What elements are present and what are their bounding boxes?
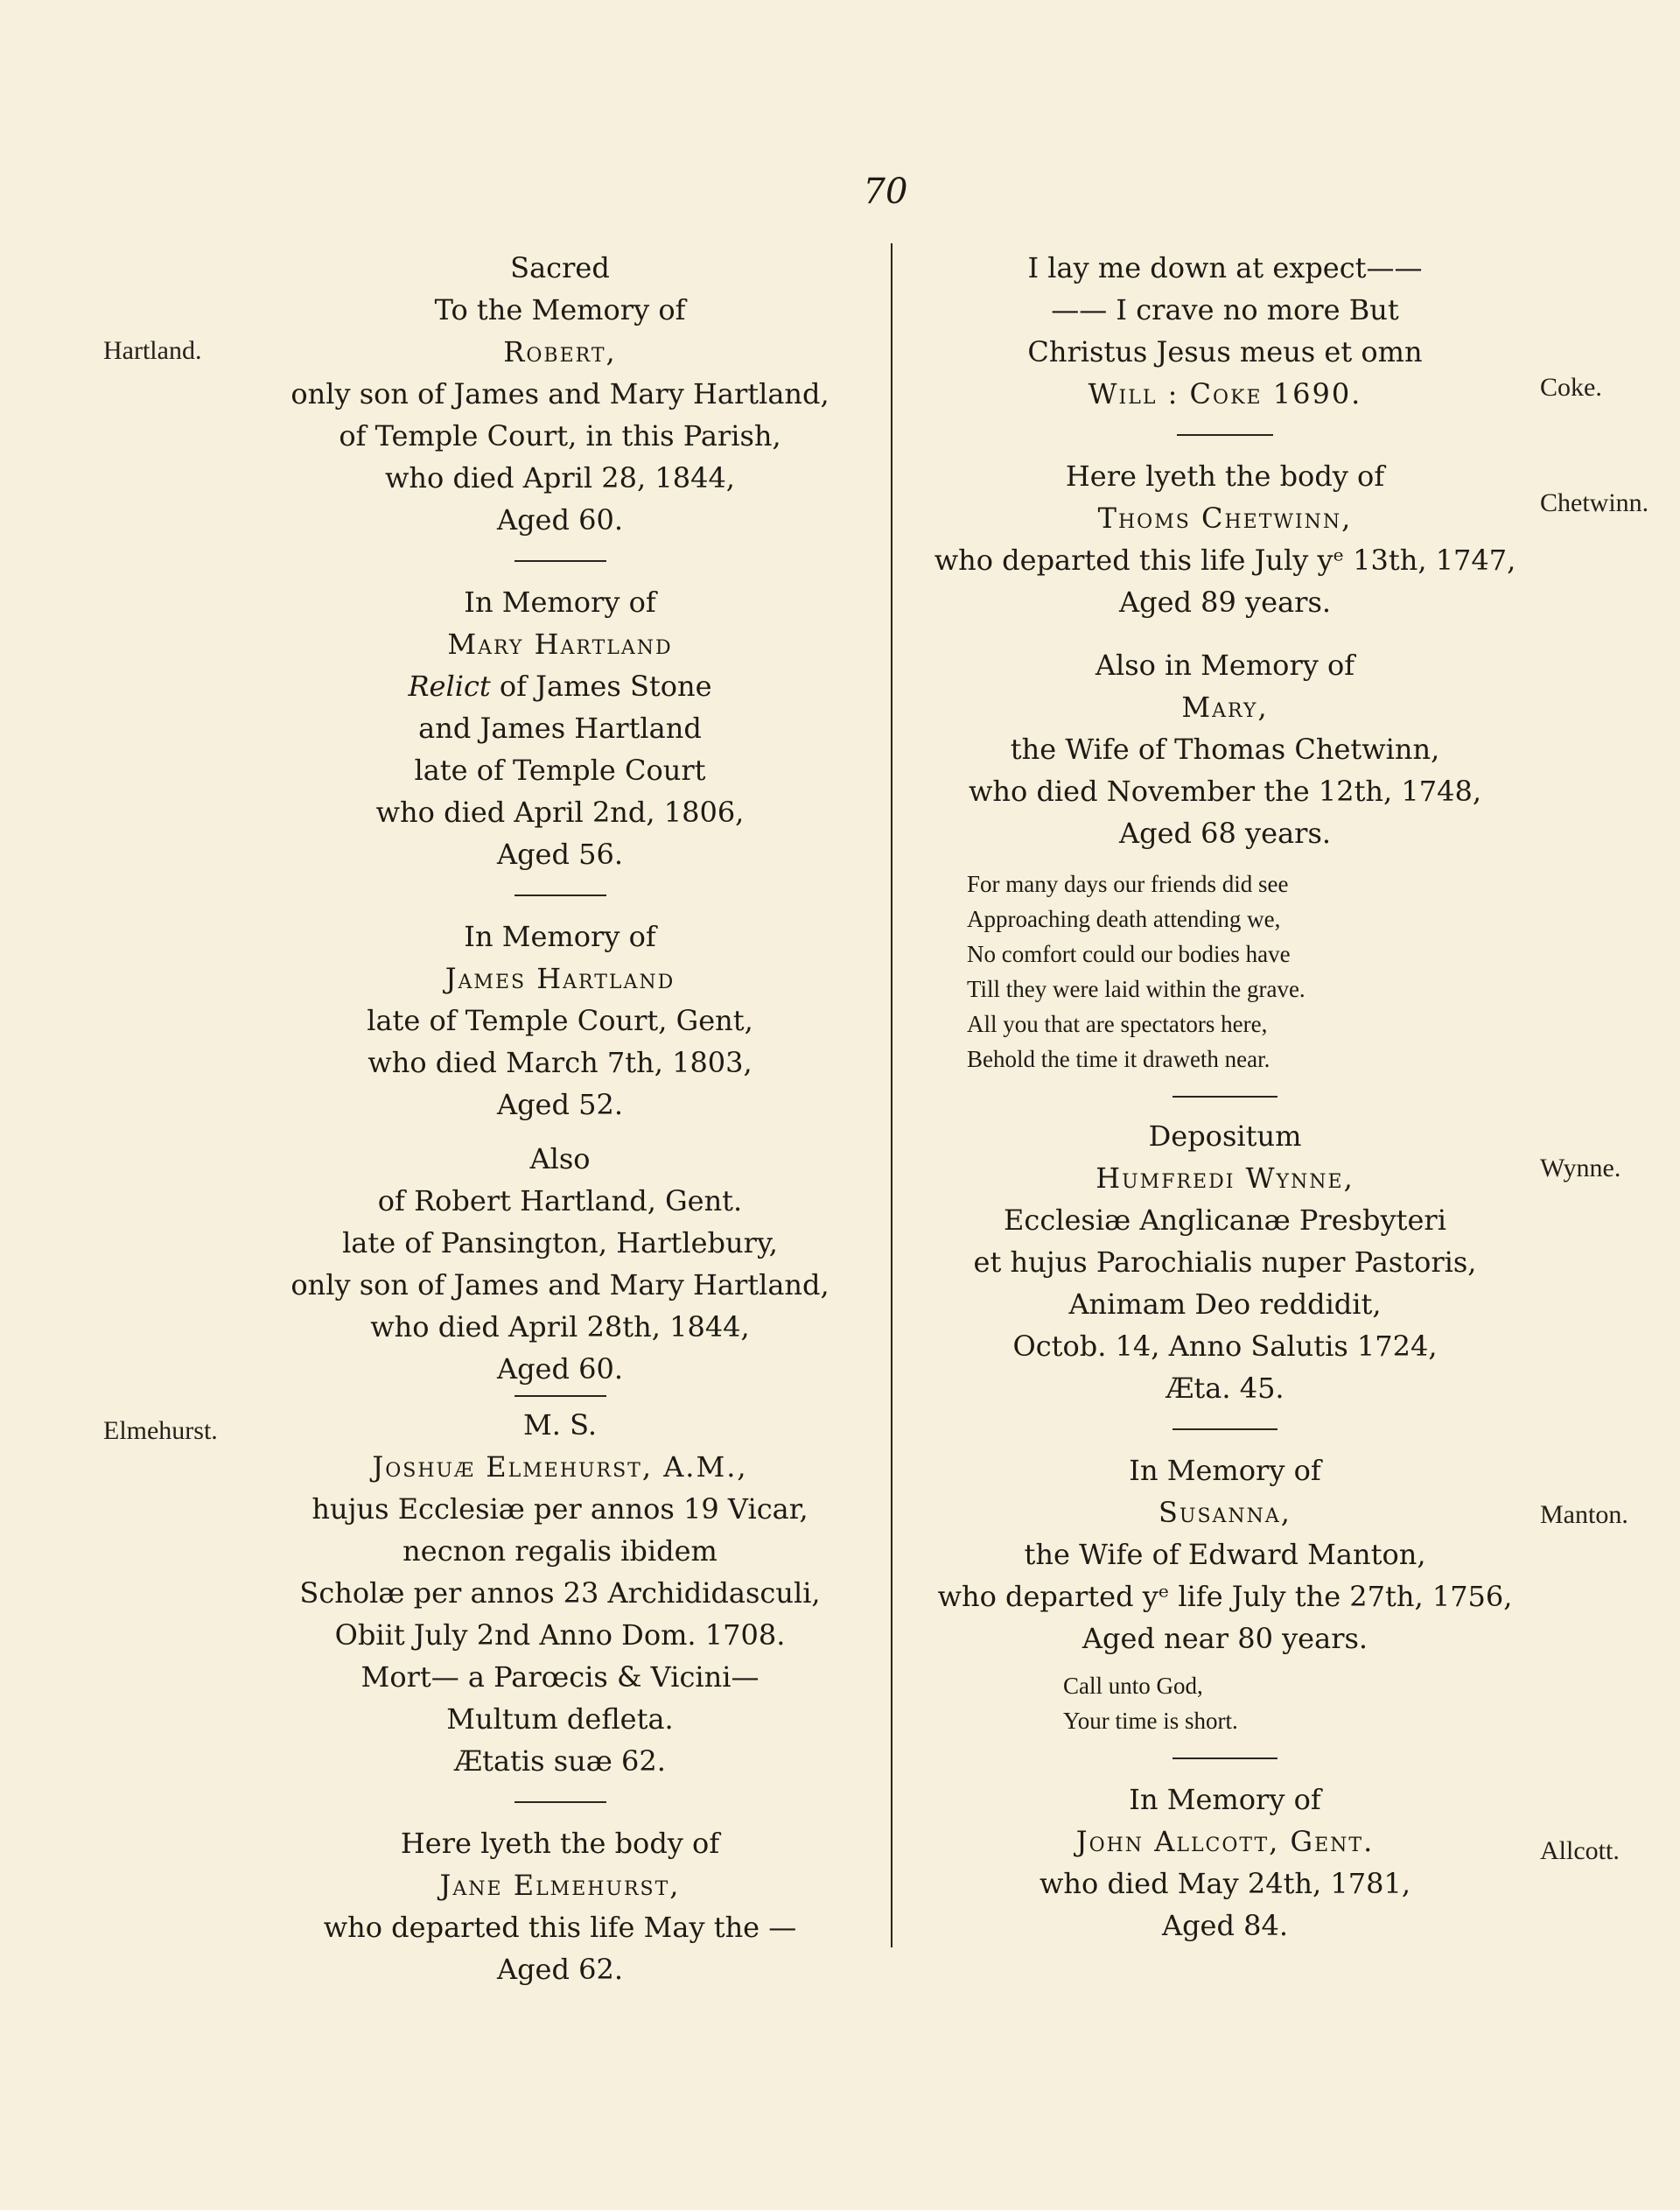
left-column [254,247,866,1990]
inscription-line: late of Temple Court [414,754,706,787]
inscription-line: of Temple Court, in this Parish, [339,419,781,453]
inscription-line: who died April 2nd, 1806, [375,796,745,829]
inscription-line: Octob. 14, Anno Salutis 1724, [1012,1330,1438,1363]
inscription-joshua-elmehurst [254,1404,866,1782]
separator-rule [1177,434,1273,436]
verse-line: Approaching death attending we, [967,906,1281,932]
margin-name-manton: Manton. [1540,1500,1628,1529]
inscription-line: Aged 56. [496,838,624,871]
inscription-john-allcott [919,1779,1531,1947]
inscription-line: I lay me down at expect—— [1027,251,1423,284]
inscription-line: Aged 60. [496,503,624,537]
inscription-james-hartland [254,916,866,1390]
inscription-line: Aged 89 years. [1118,586,1332,619]
inscription-line: Joshuæ Elmehurst, A.M., [372,1450,748,1484]
inscription-line: only son of James and Mary Hartland, [290,1268,830,1301]
inscription-line: the Wife of Edward Manton, [1024,1538,1426,1571]
inscription-jane-elmehurst [254,1822,866,1990]
inscription-line: Ecclesiæ Anglicanæ Presbyteri [1004,1203,1446,1237]
separator-rule [1172,1096,1278,1098]
inscription-line: Here lyeth the body of [400,1827,720,1860]
inscription-line: who died May 24th, 1781, [1040,1867,1410,1900]
verse-line: Call unto God, [1063,1673,1203,1699]
inscription-line: who died March 7th, 1803, [368,1046,752,1079]
separator-rule [514,560,606,562]
separator-rule [514,895,606,896]
inscription-mary-hartland [254,581,866,875]
inscription-line: Æta. 45. [1166,1372,1284,1405]
inscription-line: late of Temple Court, Gent, [367,1004,753,1037]
margin-name-wynne: Wynne. [1540,1154,1621,1182]
verse-line: All you that are spectators here, [967,1011,1268,1037]
inscription-line: and James Hartland [418,712,702,745]
margin-name-allcott: Allcott. [1540,1836,1620,1865]
inscription-line: only son of James and Mary Hartland, [290,377,830,410]
inscription-line: Mary Hartland [447,628,673,661]
inscription-line: Mort— a Parœcis & Vicini— [360,1660,760,1694]
relict-rest: of James Stone [499,670,712,703]
inscription-line: et hujus Parochialis nuper Pastoris, [973,1245,1477,1279]
inscription-line: In Memory of [1129,1783,1321,1816]
separator-rule [514,1801,606,1803]
inscription-line [254,665,866,707]
verse-line: For many days our friends did see [967,871,1289,897]
inscription-line: Also in Memory of [1095,649,1355,682]
relict-word: Relict [408,670,491,703]
inscription-line: who died November the 12th, 1748, [969,775,1481,808]
inscription-line: Susanna, [1158,1496,1292,1529]
inscription-will-coke [919,247,1531,415]
inscription-line: Obiit July 2nd Anno Dom. 1708. [334,1618,786,1652]
inscription-line: James Hartland [444,962,676,995]
inscription-line: who died April 28th, 1844, [370,1310,750,1344]
inscription-line: In Memory of [1129,1454,1321,1487]
inscription-line: To the Memory of [434,293,686,326]
inscription-line: Aged 68 years. [1118,817,1332,850]
column-divider [891,243,892,1947]
inscription-line: Aged near 80 years. [1082,1622,1368,1655]
inscription-line: Thoms Chetwinn, [1097,502,1353,535]
separator-rule [514,1395,606,1397]
inscription-line: Here lyeth the body of [1065,460,1385,493]
inscription-line: Sacred [510,251,610,284]
inscription-line: Mary, [1181,691,1269,724]
inscription-line: of Robert Hartland, Gent. [377,1184,743,1217]
inscription-line: Multum defleta. [446,1702,674,1736]
inscription-line: Jane Elmehurst, [439,1869,681,1902]
inscription-line: Depositum [1148,1119,1302,1153]
inscription-line: who departed yᵉ life July the 27th, 1756, [937,1580,1513,1613]
inscription-line: Aged 62. [496,1953,624,1986]
verse-line: Till they were laid within the grave. [967,976,1306,1002]
right-column [919,247,1531,1947]
inscription-line: who departed this life July yᵉ 13th, 1747, [934,544,1516,577]
inscription-line: Aged 60. [496,1352,624,1386]
verse-chetwinn [919,866,1531,1077]
inscription-line: Will : Coke 1690. [1088,377,1362,410]
inscription-line: Christus Jesus meus et omn [1027,335,1423,368]
inscription-line: Animam Deo reddidit, [1068,1287,1382,1321]
inscription-susanna-manton [919,1449,1531,1659]
inscription-mary-chetwinn [919,644,1531,854]
inscription-robert-hartland [254,247,866,541]
verse-line: Your time is short. [1063,1708,1238,1734]
inscription-line: Robert, [503,335,617,368]
inscription-line: In Memory of [464,586,656,619]
inscription-line: who departed this life May the — [323,1911,797,1944]
margin-name-hartland: Hartland. [103,336,202,365]
inscription-line: Aged 84. [1161,1909,1289,1942]
verse-manton [919,1668,1531,1738]
margin-name-chetwinn: Chetwinn. [1540,488,1649,517]
inscription-line: the Wife of Thomas Chetwinn, [1010,733,1440,766]
separator-rule [1172,1757,1278,1759]
verse-line: Behold the time it draweth near. [967,1046,1270,1072]
inscription-thoms-chetwinn [919,455,1531,623]
inscription-line: M. S. [522,1408,598,1442]
verse-line: No comfort could our bodies have [967,941,1291,967]
inscription-line: In Memory of [464,920,656,953]
inscription-line: —— I crave no more But [1051,293,1399,326]
inscription-line: necnon regalis ibidem [402,1534,718,1568]
inscription-line: Humfredi Wynne, [1096,1161,1354,1195]
margin-name-coke: Coke. [1540,373,1602,402]
inscription-line: Scholæ per annos 23 Archididasculi, [299,1576,821,1610]
inscription-line: who died April 28, 1844, [385,461,735,495]
inscription-humfredi-wynne [919,1115,1531,1409]
separator-rule [1172,1428,1278,1430]
margin-name-elmehurst: Elmehurst. [103,1416,218,1445]
inscription-line: Ætatis suæ 62. [454,1744,666,1778]
inscription-line: hujus Ecclesiæ per annos 19 Vicar, [312,1492,808,1526]
inscription-line: Aged 52. [496,1088,624,1121]
inscription-line: late of Pansington, Hartlebury, [342,1226,778,1259]
page-number: 70 [863,172,908,212]
inscription-line: John Allcott, Gent. [1075,1825,1375,1858]
inscription-line: Also [529,1142,591,1175]
spacer [254,1126,866,1138]
spacer [919,623,1531,644]
